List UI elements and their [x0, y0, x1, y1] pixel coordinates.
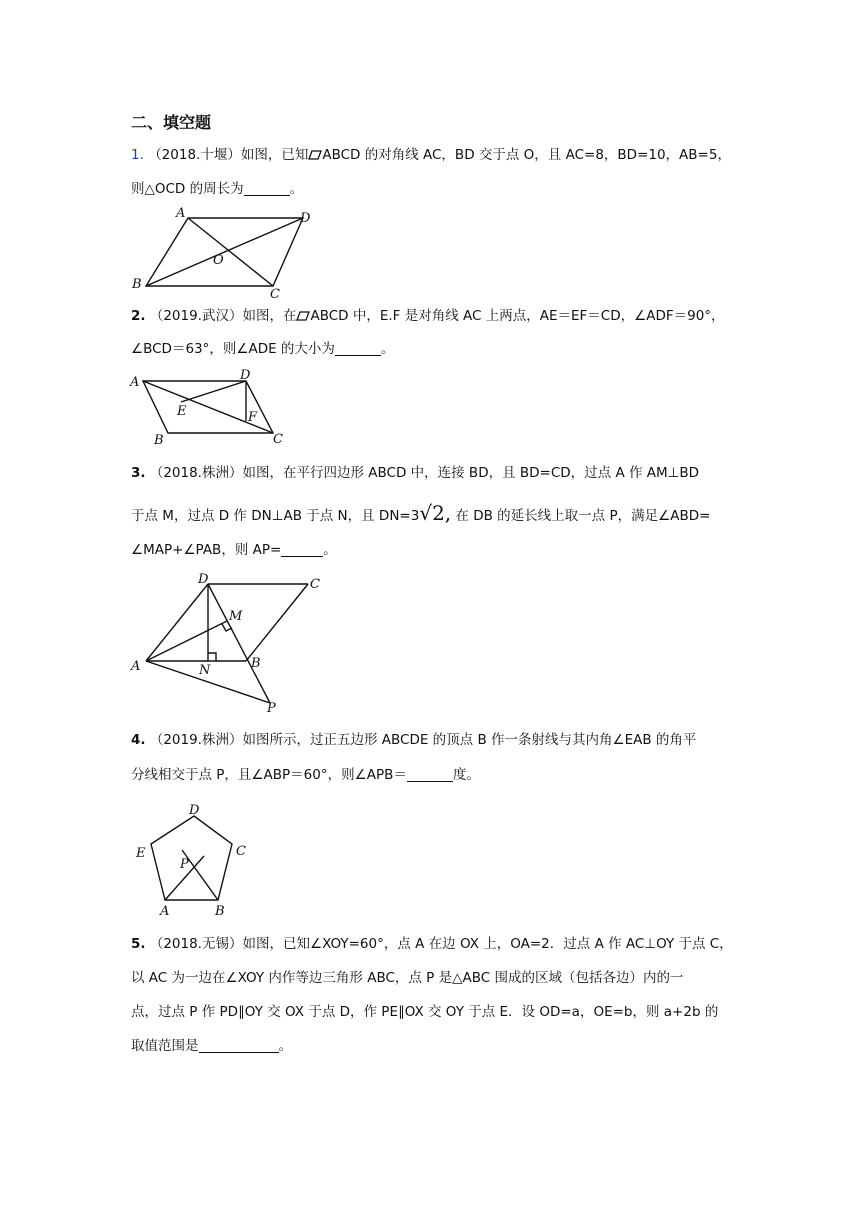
q2-text-1a: （2019.武汉）如图，在: [149, 308, 297, 324]
q3-label-N: N: [199, 663, 211, 678]
q4-line-2: [131, 765, 480, 785]
q3-text-2a: 于点 M，过点 D 作 DN⊥AB 于点 N，且 DN=3: [131, 508, 420, 524]
q4-text-2a: 分线相交于点 P，且∠ABP＝60°，则∠APB＝: [131, 767, 407, 783]
q2-label-F: F: [248, 410, 258, 425]
q5-number: 5.: [131, 936, 146, 952]
q4-number: 4.: [131, 732, 146, 748]
q5-answer-blank[interactable]: [199, 1038, 279, 1053]
q1-line-2: [131, 179, 303, 199]
q1-text-2b: 。: [289, 181, 304, 197]
q1-line-1: [131, 145, 731, 165]
q3-figure: [128, 568, 328, 716]
q4-label-D: D: [189, 803, 200, 818]
parallelogram-icon: [296, 311, 310, 321]
q3-label-D: D: [198, 572, 209, 587]
q3-line-2: [131, 503, 710, 526]
q3-text-3b: 。: [323, 542, 337, 558]
q1-text-1a: （2018.十堰）如图，已知: [148, 147, 309, 163]
section-title: 二、填空题: [131, 113, 212, 132]
q2-line-2: [131, 339, 394, 359]
q3-sqrt: √2,: [419, 501, 452, 525]
q4-line-1: [131, 730, 696, 750]
q3-line-1: [131, 463, 699, 483]
q1-label-C: C: [270, 287, 280, 300]
q1-text-2a: 则△OCD 的周长为: [131, 181, 244, 197]
q1-label-B: B: [132, 277, 142, 292]
q4-figure: [128, 800, 258, 920]
q4-label-A: A: [160, 904, 170, 919]
q1-text-1b: ABCD 的对角线 AC，BD 交于点 O，且 AC=8，BD=10，AB=5，: [322, 147, 731, 163]
q4-label-P: P: [180, 857, 189, 872]
q3-label-P: P: [267, 701, 276, 716]
q3-text-2b: 在 DB 的延长线上取一点 P，满足∠ABD=: [451, 508, 711, 524]
q3-text-1: （2018.株洲）如图，在平行四边形 ABCD 中，连接 BD，且 BD=CD，过点 A 作 AM⊥BD: [149, 465, 700, 481]
q1-label-A: A: [176, 206, 186, 221]
q3-answer-blank[interactable]: [281, 542, 323, 557]
parallelogram-icon: [308, 150, 322, 160]
q4-label-E: E: [136, 846, 146, 861]
q4-text-2b: 度。: [452, 767, 480, 783]
q2-label-D: D: [240, 368, 251, 383]
q2-line-1: [131, 306, 725, 326]
q3-line-3: [131, 540, 337, 560]
q2-text-2a: ∠BCD＝63°，则∠ADE 的大小为: [131, 341, 335, 357]
q2-text-1b: ABCD 中，E.F 是对角线 AC 上两点，AE＝EF＝CD，∠ADF＝90°，: [310, 308, 725, 324]
q2-label-E: E: [177, 404, 187, 419]
q1-answer-blank[interactable]: [244, 181, 290, 196]
q4-label-B: B: [215, 904, 225, 919]
q2-figure: [128, 365, 298, 447]
q4-label-C: C: [236, 844, 246, 859]
q3-label-M: M: [229, 609, 243, 624]
q2-answer-blank[interactable]: [335, 341, 381, 356]
q3-text-3a: ∠MAP+∠PAB，则 AP=: [131, 542, 282, 558]
q1-label-O: O: [213, 253, 224, 268]
q2-label-A: A: [130, 375, 140, 390]
q5-line-1: [131, 934, 733, 954]
q1-label-D: D: [300, 211, 311, 226]
q2-label-C: C: [273, 432, 283, 447]
q5-line-2: [131, 968, 683, 988]
q5-text-2: 以 AC 为一边在∠XOY 内作等边三角形 ABC，点 P 是△ABC 围成的区域（包括各边）内的一: [131, 970, 684, 986]
q5-text-4a: 取值范围是: [131, 1038, 199, 1054]
q5-line-3: [131, 1002, 718, 1022]
q5-text-3: 点，过点 P 作 PD∥OY 交 OX 于点 D，作 PE∥OX 交 OY 于点 E．设 OD=a，OE=b，则 a+2b 的: [131, 1004, 719, 1020]
q1-number: 1.: [131, 147, 144, 163]
q2-label-B: B: [154, 433, 164, 447]
q5-text-4b: 。: [278, 1038, 292, 1054]
q5-text-1: （2018.无锡）如图，已知∠XOY=60°，点 A 在边 OX 上，OA=2．过点 A 作 AC⊥OY 于点 C，: [149, 936, 733, 952]
q3-label-C: C: [310, 577, 320, 592]
q2-number: 2.: [131, 308, 146, 324]
q3-label-B: B: [251, 656, 261, 671]
q2-text-2b: 。: [380, 341, 395, 357]
q5-line-4: [131, 1036, 292, 1056]
q4-text-1: （2019.株洲）如图所示，过正五边形 ABCDE 的顶点 B 作一条射线与其内角∠EAB 的角平: [149, 732, 697, 748]
q3-number: 3.: [131, 465, 146, 481]
q4-answer-blank[interactable]: [407, 767, 453, 782]
q1-figure: [128, 202, 328, 300]
q3-label-A: A: [131, 659, 141, 674]
